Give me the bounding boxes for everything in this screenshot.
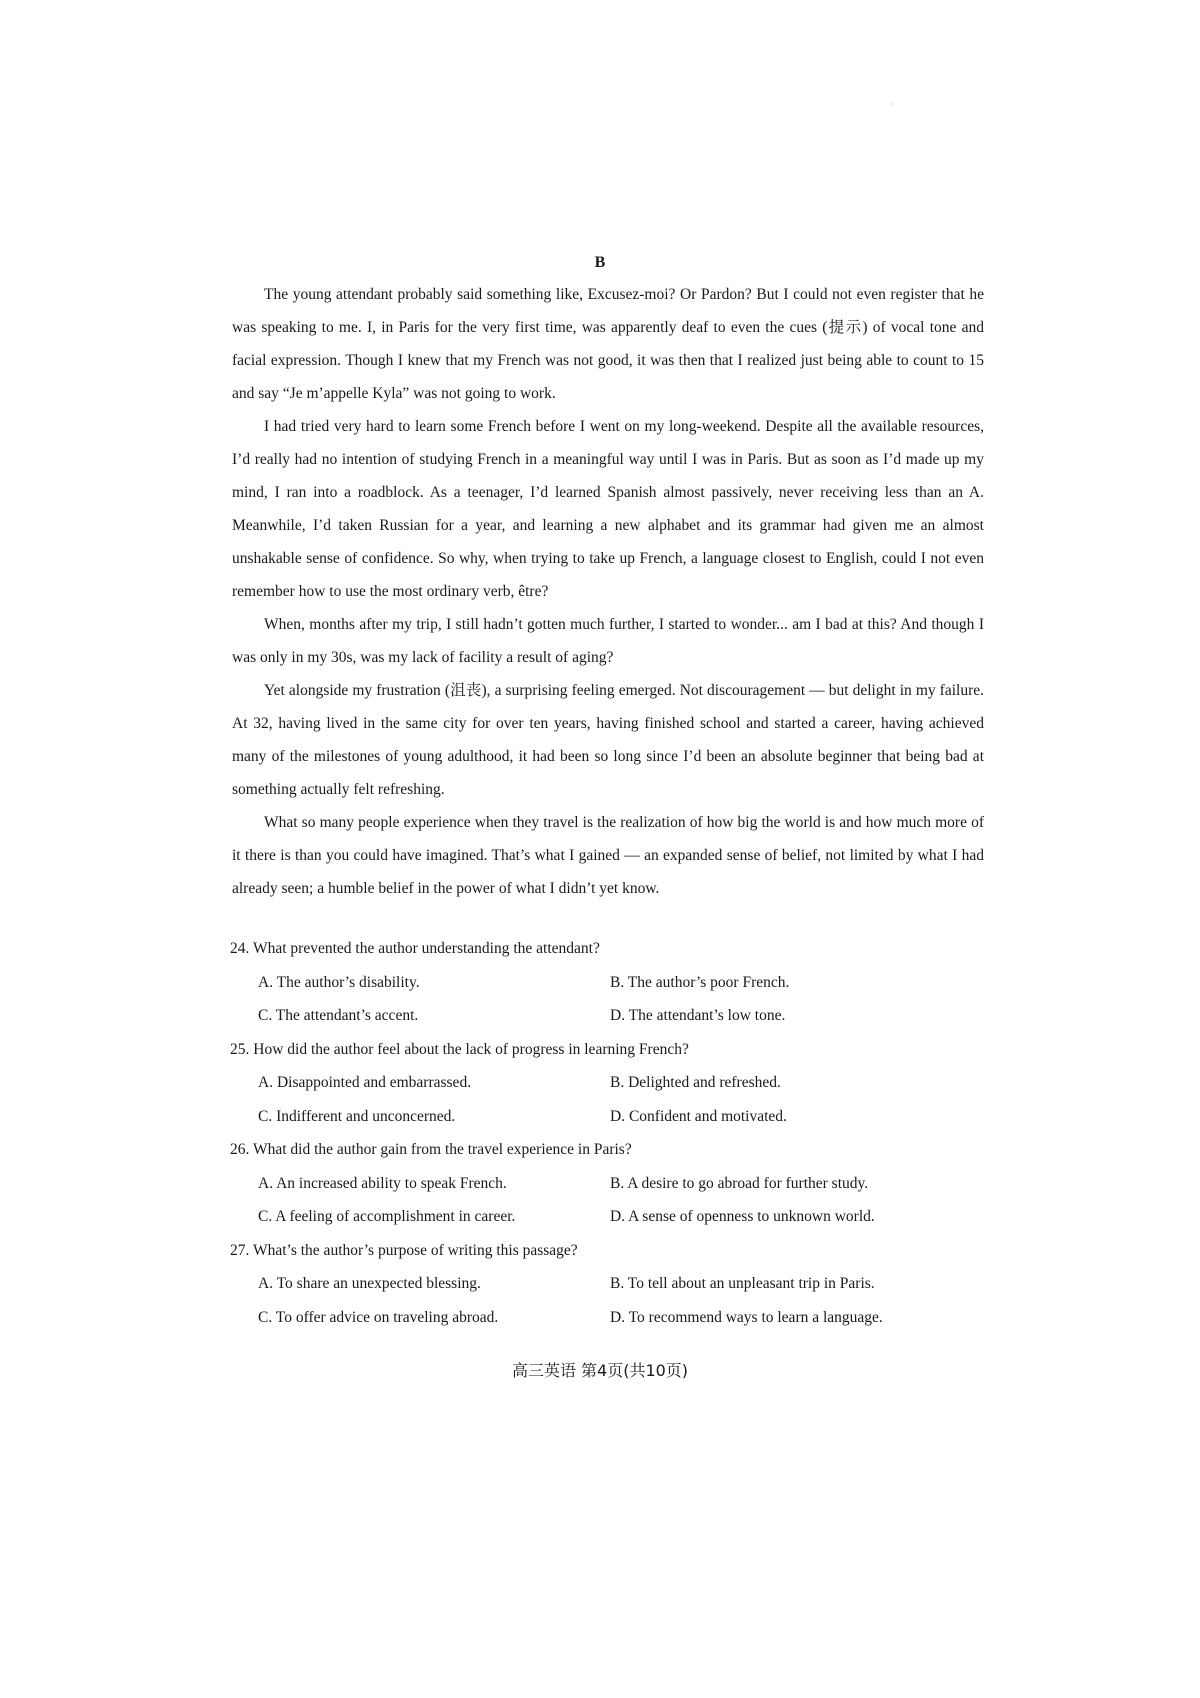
question-list: [230, 932, 990, 1334]
option-c: C. To offer advice on traveling abroad.: [258, 1308, 499, 1326]
option-d: D. Confident and motivated.: [610, 1107, 787, 1125]
option-grid: [230, 1267, 990, 1334]
option-d: D. To recommend ways to learn a language.: [610, 1308, 883, 1326]
option-b: B. A desire to go abroad for further study.: [610, 1174, 869, 1192]
scan-speck: ·: [890, 100, 893, 109]
option-c: C. The attendant’s accent.: [258, 1007, 419, 1024]
passage-paragraph: When, months after my trip, I still hadn’t gotten much further, I started to wonder... am I bad at this? And though I was only in my 30s, was my lack of facility a result of aging?: [232, 616, 984, 666]
question-26: [230, 1133, 990, 1234]
passage-paragraph: The young attendant probably said something like, Excusez-moi? Or Pardon? But I could not even register that he was speaking to me. I, in Paris for the very first time, was apparently deaf to even the cues (提示) of vocal tone and facial expression. Though I knew that my French was not good, it was then that I realized just being able to count to 15 and say “Je m’appelle Kyla” was not going to work.: [232, 286, 984, 402]
option-c: C. A feeling of accomplishment in career.: [258, 1208, 516, 1225]
option-grid: [230, 966, 990, 1033]
passage-paragraph: Yet alongside my frustration (沮丧), a surprising feeling emerged. Not discouragement — but delight in my failure. At 32, having lived in the same city for over ten years, having finished school and started a career, having achieved many of the milestones of young adulthood, it had been so long since I’d been an absolute beginner that being bad at something actually felt refreshing.: [232, 682, 984, 798]
question-25: [230, 1033, 990, 1134]
option-grid: [230, 1066, 990, 1133]
option-a: A. The author’s disability.: [258, 973, 420, 991]
option-d: D. A sense of openness to unknown world.: [610, 1208, 875, 1225]
section-label: B: [594, 254, 606, 271]
page-footer: 高三英语 第4页(共10页): [511, 1361, 689, 1380]
question-24: [230, 932, 990, 1033]
option-a: A. An increased ability to speak French.: [258, 1174, 507, 1192]
question-stem: 25. How did the author feel about the lack of progress in learning French?: [230, 1040, 689, 1058]
option-b: B. To tell about an unpleasant trip in Paris.: [610, 1275, 875, 1292]
option-a: A. Disappointed and embarrassed.: [258, 1074, 472, 1091]
option-b: B. Delighted and refreshed.: [610, 1074, 781, 1091]
option-c: C. Indifferent and unconcerned.: [258, 1107, 456, 1125]
question-stem: 24. What prevented the author understanding the attendant?: [230, 940, 600, 957]
passage-paragraph: What so many people experience when they travel is the realization of how big the world is and how much more of it there is than you could have imagined. That’s what I gained — an expanded sense of belief, not limited by what I had already seen; a humble belief in the power of what I didn’t yet know.: [232, 814, 984, 897]
option-b: B. The author’s poor French.: [610, 973, 790, 991]
reading-passage: [232, 278, 984, 905]
question-27: [230, 1234, 990, 1335]
question-stem: 26. What did the author gain from the travel experience in Paris?: [230, 1141, 632, 1158]
option-d: D. The attendant’s low tone.: [610, 1007, 786, 1024]
passage-paragraph: I had tried very hard to learn some French before I went on my long-weekend. Despite all the available resources, I’d really had no intention of studying French in a meaningful way until I was in Paris. But as soon as I’d made up my mind, I ran into a roadblock. As a teenager, I’d learned Spanish almost passively, never receiving less than an A. Meanwhile, I’d taken Russian for a year, and learning a new alphabet and its grammar had given me an almost unshakable sense of confidence. So why, when trying to take up French, a language closest to English, could I not even remember how to use the most ordinary verb, être?: [232, 418, 984, 600]
option-grid: [230, 1167, 990, 1234]
option-a: A. To share an unexpected blessing.: [258, 1275, 481, 1292]
question-stem: 27. What’s the author’s purpose of writing this passage?: [230, 1241, 578, 1259]
